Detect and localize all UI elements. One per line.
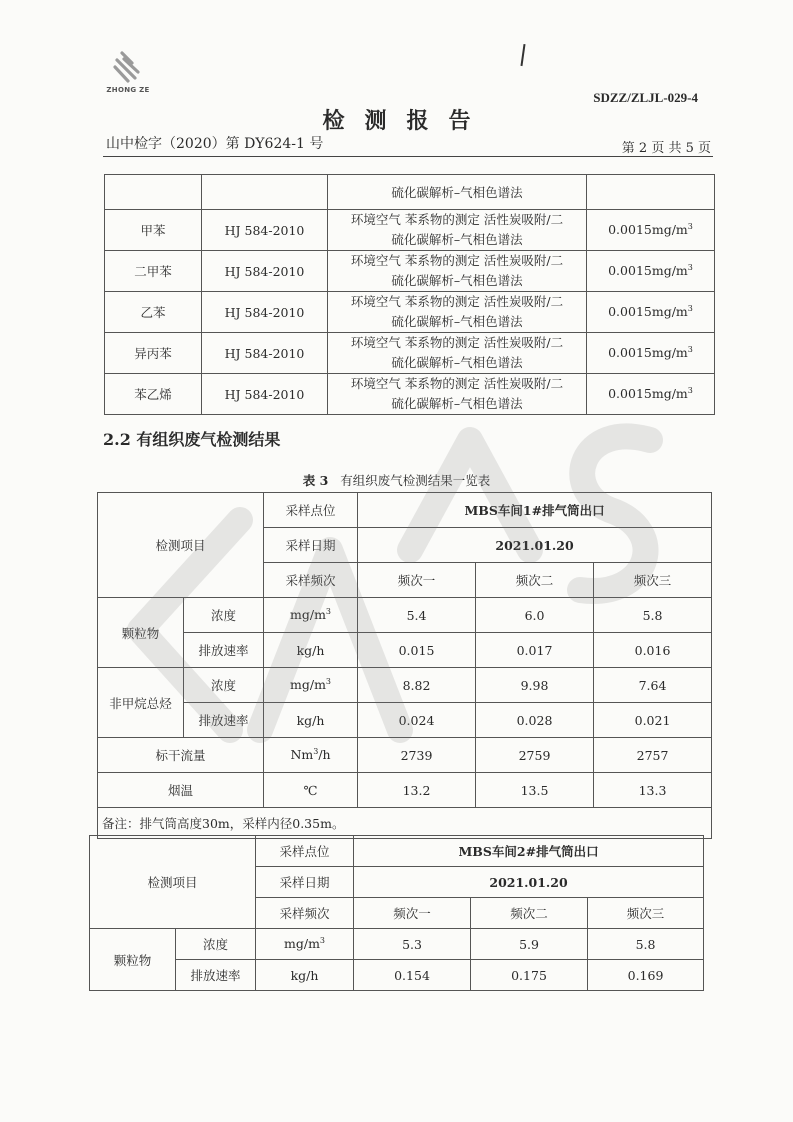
limit-cell: $0.0015mg/m^3$	[587, 210, 715, 251]
pollutant-name: 颗粒物	[98, 598, 184, 668]
unit-cell: Nm$^3$/h	[264, 738, 358, 773]
unit-cell: kg/h	[264, 703, 358, 738]
method-cell: 环境空气 苯系物的测定 活性炭吸附/二 硫化碳解析–气相色谱法	[328, 374, 587, 415]
method-cell: 环境空气 苯系物的测定 活性炭吸附/二 硫化碳解析–气相色谱法	[328, 210, 587, 251]
table-row	[105, 175, 715, 210]
freq-header: 频次三	[594, 563, 712, 598]
freq-header: 频次三	[588, 898, 704, 929]
logo-stripes-icon	[110, 50, 146, 84]
page-number: 第 2 页 共 5 页	[621, 141, 711, 156]
value-cell: 0.017	[476, 633, 594, 668]
param-label: 烟温	[98, 773, 264, 808]
value-cell: 0.175	[471, 960, 588, 991]
sampling-point-value: MBS车间2#排气筒出口	[354, 836, 704, 867]
unit-cell: $mg/m^3$	[256, 929, 354, 960]
freq-header: 频次一	[354, 898, 471, 929]
emission-table-1	[97, 492, 712, 839]
method-cell: 环境空气 苯系物的测定 活性炭吸附/二 硫化碳解析–气相色谱法	[328, 333, 587, 374]
item-cell: 甲苯	[105, 210, 202, 251]
standard-cell: HJ 584-2010	[202, 210, 328, 251]
sampling-point-value: MBS车间1#排气筒出口	[358, 493, 712, 528]
table-row	[98, 633, 712, 668]
page-title: 检测报告	[322, 108, 491, 134]
value-cell: 0.015	[358, 633, 476, 668]
standard-cell: HJ 584-2010	[202, 374, 328, 415]
item-cell: 异丙苯	[105, 333, 202, 374]
sampling-date-label: 采样日期	[256, 867, 354, 898]
value-cell: 5.8	[588, 929, 704, 960]
item-cell: 苯乙烯	[105, 374, 202, 415]
value-cell: 0.028	[476, 703, 594, 738]
sampling-date-value: 2021.01.20	[354, 867, 704, 898]
remarks-note: 备注：排气筒高度30m，采样内径0.35m。	[98, 808, 712, 839]
method-cell: 硫化碳解析–气相色谱法	[328, 175, 587, 210]
logo-text: ZHONG ZE	[106, 86, 150, 94]
table-row	[98, 738, 712, 773]
unit-cell: kg/h	[264, 633, 358, 668]
param-label: 浓度	[184, 598, 264, 633]
unit-cell: $mg/m^3$	[264, 598, 358, 633]
table-row	[105, 210, 715, 251]
value-cell: 2757	[594, 738, 712, 773]
sampling-date-value: 2021.01.20	[358, 528, 712, 563]
param-label: 排放速率	[176, 960, 256, 991]
value-cell: 0.021	[594, 703, 712, 738]
standard-cell: HJ 584-2010	[202, 251, 328, 292]
report-number: 山中检字（2020）第 DY624-1 号	[106, 136, 324, 152]
pen-mark	[520, 44, 525, 66]
table-row	[90, 960, 704, 991]
document-code: SDZZ/ZLJL-029-4	[593, 90, 698, 105]
sampling-freq-label: 采样频次	[256, 898, 354, 929]
param-label: 浓度	[176, 929, 256, 960]
table-row	[98, 808, 712, 839]
value-cell: 2759	[476, 738, 594, 773]
param-label: 排放速率	[184, 633, 264, 668]
section-heading: 2.2 有组织废气检测结果	[103, 430, 281, 449]
company-logo	[103, 50, 153, 94]
table-row	[105, 333, 715, 374]
table-row	[105, 292, 715, 333]
value-cell: 13.3	[594, 773, 712, 808]
sampling-point-label: 采样点位	[256, 836, 354, 867]
table-row	[90, 836, 704, 867]
sampling-point-label: 采样点位	[264, 493, 358, 528]
method-cell: 环境空气 苯系物的测定 活性炭吸附/二 硫化碳解析–气相色谱法	[328, 251, 587, 292]
value-cell: 5.3	[354, 929, 471, 960]
item-cell: 二甲苯	[105, 251, 202, 292]
limit-cell: $0.0015mg/m^3$	[587, 333, 715, 374]
sampling-date-label: 采样日期	[264, 528, 358, 563]
param-label: 标干流量	[98, 738, 264, 773]
pollutant-name: 非甲烷总烃	[98, 668, 184, 738]
value-cell: 5.4	[358, 598, 476, 633]
test-item-header: 检测项目	[90, 836, 256, 929]
standard-cell: HJ 584-2010	[202, 292, 328, 333]
value-cell: 7.64	[594, 668, 712, 703]
param-label: 排放速率	[184, 703, 264, 738]
unit-cell: $mg/m^3$	[264, 668, 358, 703]
value-cell: 9.98	[476, 668, 594, 703]
value-cell: 0.016	[594, 633, 712, 668]
value-cell: 0.169	[588, 960, 704, 991]
unit-cell: kg/h	[256, 960, 354, 991]
limit-cell: $0.0015mg/m^3$	[587, 374, 715, 415]
pollutant-name: 颗粒物	[90, 929, 176, 991]
freq-header: 频次二	[471, 898, 588, 929]
table-row	[98, 773, 712, 808]
test-item-header: 检测项目	[98, 493, 264, 598]
value-cell: 5.8	[594, 598, 712, 633]
freq-header: 频次二	[476, 563, 594, 598]
unit-cell: ℃	[264, 773, 358, 808]
limit-cell: $0.0015mg/m^3$	[587, 251, 715, 292]
value-cell: 13.5	[476, 773, 594, 808]
sampling-freq-label: 采样频次	[264, 563, 358, 598]
header-divider	[103, 156, 713, 157]
value-cell: 8.82	[358, 668, 476, 703]
table-row	[98, 493, 712, 528]
value-cell: 6.0	[476, 598, 594, 633]
table-row	[105, 251, 715, 292]
value-cell: 5.9	[471, 929, 588, 960]
table-row	[98, 703, 712, 738]
table-row	[98, 598, 712, 633]
method-table	[104, 174, 715, 415]
value-cell: 0.154	[354, 960, 471, 991]
table-row	[105, 374, 715, 415]
emission-table-2	[89, 835, 704, 991]
value-cell: 13.2	[358, 773, 476, 808]
value-cell: 0.024	[358, 703, 476, 738]
param-label: 浓度	[184, 668, 264, 703]
standard-cell: HJ 584-2010	[202, 333, 328, 374]
value-cell: 2739	[358, 738, 476, 773]
freq-header: 频次一	[358, 563, 476, 598]
item-cell: 乙苯	[105, 292, 202, 333]
table-row	[98, 668, 712, 703]
limit-cell: $0.0015mg/m^3$	[587, 292, 715, 333]
table-row	[90, 929, 704, 960]
table-caption: 表 3 有组织废气检测结果一览表	[302, 473, 491, 488]
method-cell: 环境空气 苯系物的测定 活性炭吸附/二 硫化碳解析–气相色谱法	[328, 292, 587, 333]
